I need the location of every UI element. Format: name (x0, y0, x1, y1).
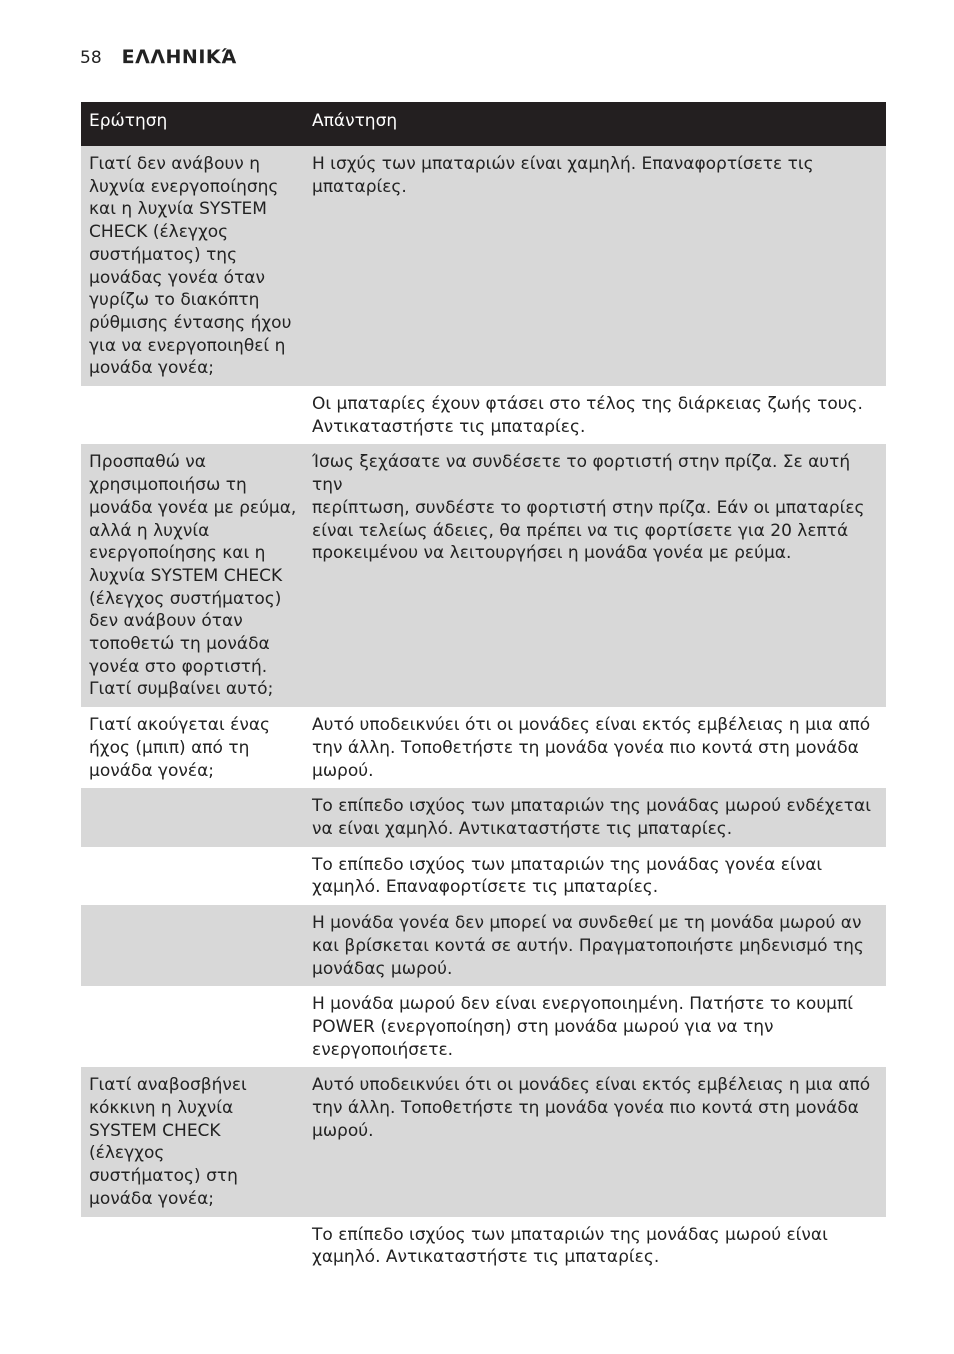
question-cell (81, 444, 302, 707)
table-row (81, 707, 886, 788)
answer-text: Το επίπεδο ισχύος των μπαταριών της μονάδας μωρού είναι χαμηλό. Αντικαταστήστε τις μπαταρίες. (312, 1224, 828, 1268)
table-row (81, 788, 886, 846)
page-number: 58 (80, 48, 102, 68)
table-row (81, 444, 886, 707)
answer-cell (302, 1067, 886, 1216)
table-row (81, 1067, 886, 1216)
question-cell (81, 1067, 302, 1216)
question-cell (81, 905, 302, 986)
column-header-answer: Απάντηση (312, 111, 398, 131)
table-row (81, 146, 886, 386)
answer-text: Το επίπεδο ισχύος των μπαταριών της μονάδας γονέα είναι χαμηλό. Επαναφορτίσετε τις μπαταρίες. (312, 854, 823, 898)
answer-cell (302, 788, 886, 846)
question-text: Γιατί ακούγεται ένας ήχος (μπιπ) από τη μονάδα γονέα; (89, 715, 270, 781)
answer-cell (302, 986, 886, 1067)
answer-cell (302, 444, 886, 707)
question-cell (81, 847, 302, 905)
question-cell (81, 146, 302, 386)
question-cell (81, 386, 302, 444)
answer-cell (302, 847, 886, 905)
table-row (81, 986, 886, 1067)
answer-cell (302, 146, 886, 386)
answer-text: Το επίπεδο ισχύος των μπαταριών της μονάδας μωρού ενδέχεται να είναι χαμηλό. Αντικαταστήστε τις μπαταρίες. (312, 796, 871, 839)
table-row (81, 847, 886, 905)
page-header (80, 46, 237, 68)
table-row (81, 1217, 886, 1275)
answer-cell (302, 386, 886, 444)
column-header-question: Ερώτηση (89, 111, 168, 131)
question-text: Γιατί αναβοσβήνει κόκκινη η λυχνία SYSTEM CHECK (έλεγχος συστήματος) στη μονάδα γονέα; (89, 1075, 247, 1209)
answer-text: Ίσως ξεχάσατε να συνδέσετε το φορτιστή στην πρίζα. Σε αυτή την περίπτωση, συνδέστε το φορτιστή στην πρίζα. Εάν οι μπαταρίες είναι τελείως άδειες, θα πρέπει να τις φορτίσετε για 20 λεπτά προκειμένου να λειτουργήσει η μονάδα γονέα με ρεύμα. (312, 452, 865, 564)
answer-cell (302, 707, 886, 788)
answer-cell (302, 1217, 886, 1275)
answer-text: Αυτό υποδεικνύει ότι οι μονάδες είναι εκτός εμβέλειας η μια από την άλλη. Τοποθετήστε τη μονάδα γονέα πιο κοντά στη μονάδα μωρού. (312, 1075, 871, 1141)
question-cell (81, 986, 302, 1067)
answer-text: Η μονάδα μωρού δεν είναι ενεργοποιημένη. Πατήστε το κουμπί POWER (ενεργοποίηση) στη μονάδα μωρού για να την ενεργοποιήσετε. (312, 994, 853, 1060)
question-text: Γιατί δεν ανάβουν η λυχνία ενεργοποίησης και η λυχνία SYSTEM CHECK (έλεγχος συστήματος) της μονάδας γονέα όταν γυρίζω το διακόπτη ρύθμισης έντασης ήχου για να ενεργοποιηθεί η μονάδα γονέα; (89, 154, 292, 379)
question-text: Προσπαθώ να χρησιμοποιήσω τη μονάδα γονέα με ρεύμα, αλλά η λυχνία ενεργοποίησης και η λυχνία SYSTEM CHECK (έλεγχος συστήματος) δεν ανάβουν όταν τοποθετώ τη μονάδα γονέα στο φορτιστή. Γιατί συμβαίνει αυτό; (89, 452, 297, 700)
answer-text: Οι μπαταρίες έχουν φτάσει στο τέλος της διάρκειας ζωής τους. Αντικαταστήστε τις μπαταρίες. (312, 394, 863, 437)
answer-cell (302, 905, 886, 986)
question-cell (81, 1217, 302, 1275)
table-header (81, 102, 886, 146)
answer-text: Η ισχύς των μπαταριών είναι χαμηλή. Επαναφορτίσετε τις μπαταρίες. (312, 154, 814, 197)
faq-table (81, 102, 886, 1275)
question-cell (81, 707, 302, 788)
question-cell (81, 788, 302, 846)
section-title: ΕΛΛΗΝΙΚΆ (121, 46, 237, 68)
answer-text: Αυτό υποδεικνύει ότι οι μονάδες είναι εκτός εμβέλειας η μια από την άλλη. Τοποθετήστε τη μονάδα γονέα πιο κοντά στη μονάδα μωρού. (312, 715, 871, 781)
table-row (81, 905, 886, 986)
table-row (81, 386, 886, 444)
answer-text: Η μονάδα γονέα δεν μπορεί να συνδεθεί με τη μονάδα μωρού αν και βρίσκεται κοντά σε αυτήν. Πραγματοποιήστε μηδενισμό της μονάδας μωρού. (312, 913, 864, 979)
